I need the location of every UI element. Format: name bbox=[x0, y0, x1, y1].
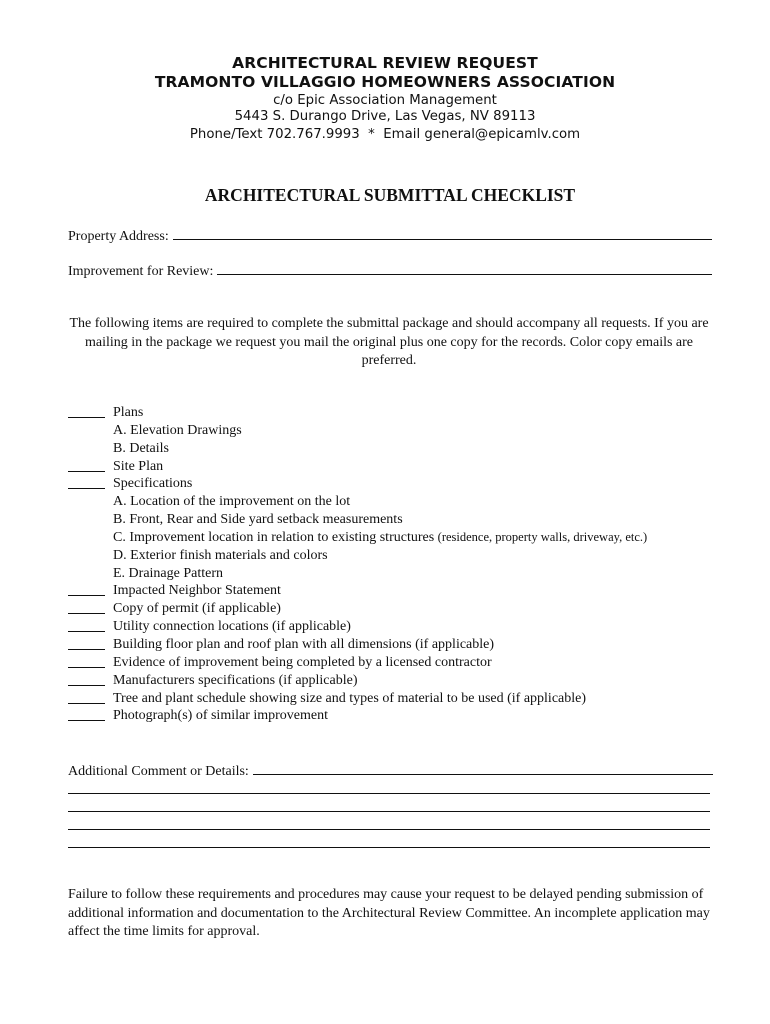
checklist-item-label bbox=[113, 547, 328, 565]
checklist-item bbox=[68, 707, 718, 725]
checklist-item bbox=[68, 565, 718, 583]
checklist-item-label bbox=[113, 565, 223, 583]
checkbox-blank-line[interactable] bbox=[68, 613, 105, 614]
checkbox-blank-line[interactable] bbox=[68, 720, 105, 721]
association-name: TRAMONTO VILLAGGIO HOMEOWNERS ASSOCIATION bbox=[154, 73, 616, 91]
comment-line[interactable] bbox=[68, 811, 710, 812]
checklist-item-label bbox=[113, 707, 328, 725]
checklist-item-label bbox=[113, 654, 492, 672]
checklist-item-label bbox=[113, 529, 647, 547]
checkbox-blank-line[interactable] bbox=[68, 488, 105, 489]
checklist-item-text: A. Location of the improvement on the lot bbox=[113, 494, 351, 510]
checklist-item-text: E. Drainage Pattern bbox=[113, 565, 224, 581]
checklist-item-text: A. Elevation Drawings bbox=[113, 422, 242, 438]
checklist-item bbox=[68, 547, 718, 565]
checklist-item bbox=[68, 440, 718, 458]
checklist-item-text: D. Exterior finish materials and colors bbox=[113, 547, 328, 563]
checkbox-blank-line[interactable] bbox=[68, 649, 105, 650]
checklist-item-text: Manufacturers specifications (if applicable) bbox=[113, 672, 358, 688]
checklist-item bbox=[68, 529, 718, 547]
checklist-item-label bbox=[113, 458, 163, 476]
checklist-item bbox=[68, 690, 718, 708]
checkbox-blank-line[interactable] bbox=[68, 703, 105, 704]
additional-comments-label: Additional Comment or Details: bbox=[68, 764, 249, 779]
checklist-item-label bbox=[113, 404, 143, 422]
checklist-item-text: Plans bbox=[113, 405, 144, 420]
additional-comments-field[interactable] bbox=[68, 762, 713, 780]
checklist-title: ARCHITECTURAL SUBMITTAL CHECKLIST bbox=[204, 185, 576, 205]
checklist-item-label bbox=[113, 690, 586, 708]
comment-line[interactable] bbox=[68, 847, 710, 848]
checklist-item-label bbox=[113, 582, 281, 600]
checkbox-blank-line[interactable] bbox=[68, 631, 105, 632]
checklist-item-label bbox=[113, 475, 192, 493]
checklist-item-text: C. Improvement location in relation to existing structures bbox=[113, 529, 435, 545]
comment-line[interactable] bbox=[68, 829, 710, 830]
improvement-label: Improvement for Review: bbox=[68, 264, 214, 279]
checklist-item bbox=[68, 618, 718, 636]
checklist-item-text: Evidence of improvement being completed by a licensed contractor bbox=[113, 654, 492, 670]
submittal-checklist bbox=[68, 404, 718, 725]
checklist-item-text: Site Plan bbox=[113, 458, 164, 474]
additional-comments-line[interactable] bbox=[253, 762, 713, 775]
association-address: 5443 S. Durango Drive, Las Vegas, NV 89113 bbox=[234, 109, 536, 124]
checklist-item-label bbox=[113, 618, 351, 636]
checklist-item bbox=[68, 475, 718, 493]
property-address-line[interactable] bbox=[173, 227, 712, 240]
checklist-item bbox=[68, 493, 718, 511]
checkbox-blank-line[interactable] bbox=[68, 417, 105, 418]
improvement-line[interactable] bbox=[217, 262, 712, 275]
checkbox-blank-line[interactable] bbox=[68, 471, 105, 472]
checklist-item bbox=[68, 422, 718, 440]
checklist-item-text: Photograph(s) of similar improvement bbox=[113, 708, 329, 724]
checkbox-blank-line[interactable] bbox=[68, 595, 105, 596]
checklist-item bbox=[68, 672, 718, 690]
intro-paragraph: The following items are required to complete the submittal package and should accompany all requests. If you are mailing in the package we request you mail the original plus one copy for the records. Color copy emails are preferred. bbox=[69, 316, 709, 368]
checklist-item-text: Building floor plan and roof plan with all dimensions (if applicable) bbox=[113, 636, 495, 652]
checklist-item-text: Impacted Neighbor Statement bbox=[113, 583, 281, 599]
checklist-item-label bbox=[113, 636, 494, 654]
contact-line: Phone/Text 702.767.9993 * Email general@epicamlv.com bbox=[189, 127, 581, 142]
checklist-item bbox=[68, 404, 718, 422]
checkbox-blank-line[interactable] bbox=[68, 685, 105, 686]
property-address-label: Property Address: bbox=[68, 229, 169, 244]
checklist-item-label bbox=[113, 511, 403, 529]
property-address-field[interactable] bbox=[68, 227, 712, 245]
checklist-item bbox=[68, 600, 718, 618]
checklist-item-text: Specifications bbox=[113, 476, 193, 492]
checklist-item bbox=[68, 654, 718, 672]
checklist-item-text: Tree and plant schedule showing size and types of material to be used (if applicable) bbox=[113, 690, 587, 706]
footer-notice: Failure to follow these requirements and procedures may cause your request to be delayed pending submission of additional information and documentation to the Architectural Review Committee. An incomplete application may affect the time limits for approval. bbox=[68, 887, 710, 939]
checkbox-blank-line[interactable] bbox=[68, 667, 105, 668]
checklist-item-text: Utility connection locations (if applicable) bbox=[113, 619, 351, 635]
checklist-item-text: B. Front, Rear and Side yard setback measurements bbox=[113, 512, 403, 528]
checklist-item bbox=[68, 458, 718, 476]
checklist-item-text: B. Details bbox=[113, 440, 169, 456]
checklist-item bbox=[68, 582, 718, 600]
checklist-item-text: Copy of permit (if applicable) bbox=[113, 601, 281, 617]
form-title: ARCHITECTURAL REVIEW REQUEST bbox=[232, 54, 538, 72]
checklist-item bbox=[68, 511, 718, 529]
checklist-item-label bbox=[113, 493, 350, 511]
checklist-item-label bbox=[113, 440, 169, 458]
checklist-item-note: (residence, property walls, driveway, etc.) bbox=[437, 529, 648, 544]
checklist-item-label bbox=[113, 600, 281, 618]
checklist-item-label bbox=[113, 422, 242, 440]
checklist-item-label bbox=[113, 672, 358, 690]
improvement-field[interactable] bbox=[68, 262, 712, 280]
checklist-item bbox=[68, 636, 718, 654]
comment-line[interactable] bbox=[68, 793, 710, 794]
care-of-line: c/o Epic Association Management bbox=[273, 93, 497, 108]
